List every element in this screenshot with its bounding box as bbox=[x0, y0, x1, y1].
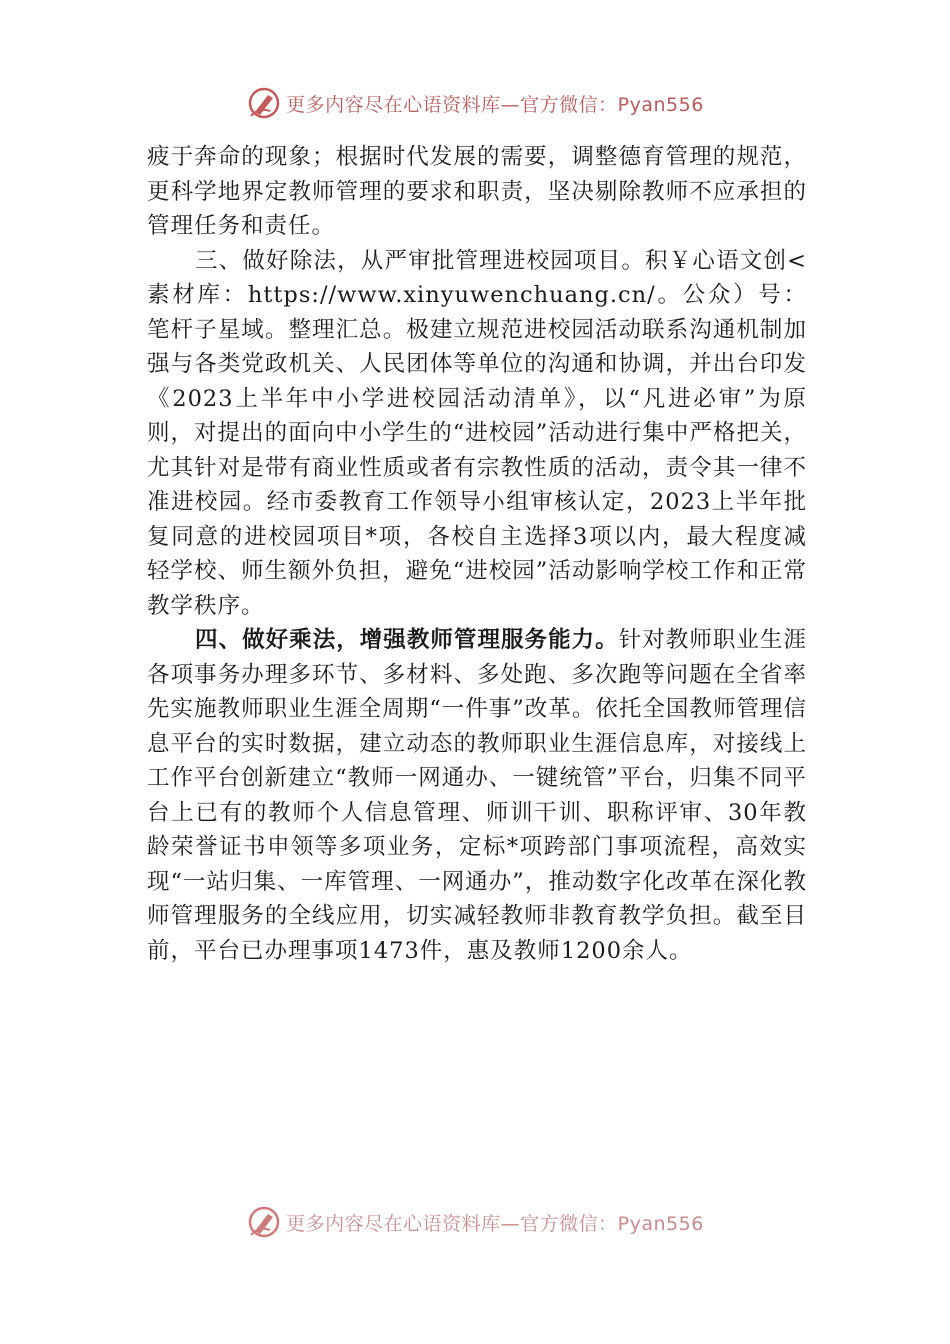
paragraph-section-four bbox=[147, 623, 807, 968]
section-four-heading: 四、做好乘法，增强教师管理服务能力。 bbox=[195, 627, 619, 653]
header-watermark bbox=[0, 83, 950, 123]
section-four-text: 针对教师职业生涯各项事务办理多环节、多材料、多处跑、多次跑等问题在全省率先实施教师职业生涯全周期“一件事”改革。依托全国教师管理信息平台的实时数据，建立动态的教师职业生涯信息库，对接线上工作平台创新建立“教师一网通办、一键统管”平台，归集不同平台上已有的教师个人信息管理、师训干训、职称评审、30年教龄荣誉证书申领等多项业务，定标*项跨部门事项流程，高效实现“一站归集、一库管理、一网通办”，推动数字化改革在深化教师管理服务的全线应用，切实减轻教师非教育教学负担。截至目前，平台已办理事项1473件，惠及教师1200余人。 bbox=[147, 627, 807, 964]
footer-watermark-text: 更多内容尽在心语资料库—官方微信：Pyan556 bbox=[286, 1212, 704, 1235]
paragraph-section-three: 三、做好除法，从严审批管理进校园项目。积￥心语文创<素材库：https://www.xinyuwenchuang.cn/。公众）号：笔杆子星域。整理汇总。极建立规范进校园活动联系沟通机制加强与各类党政机关、人民团体等单位的沟通和协调，并出台印发《2023上半年中小学进校园活动清单》，以“凡进必审”为原则，对提出的面向中小学生的“进校园”活动进行集中严格把关，尤其针对是带有商业性质或者有宗教性质的活动，责令其一律不准进校园。经市委教育工作领导小组审核认定，2023上半年批复同意的进校园项目*项，各校自主选择3项以内，最大程度减轻学校、师生额外负担，避免“进校园”活动影响学校工作和正常教学秩序。 bbox=[147, 247, 807, 619]
footer-watermark bbox=[0, 1202, 950, 1242]
document-body bbox=[147, 140, 807, 968]
paragraph-continued: 疲于奔命的现象；根据时代发展的需要，调整德育管理的规范，更科学地界定教师管理的要求和职责，坚决剔除教师不应承担的管理任务和责任。 bbox=[147, 144, 807, 239]
header-watermark-text: 更多内容尽在心语资料库—官方微信：Pyan556 bbox=[286, 93, 704, 116]
brand-logo-icon bbox=[246, 1204, 282, 1240]
brand-logo-icon bbox=[246, 85, 282, 121]
